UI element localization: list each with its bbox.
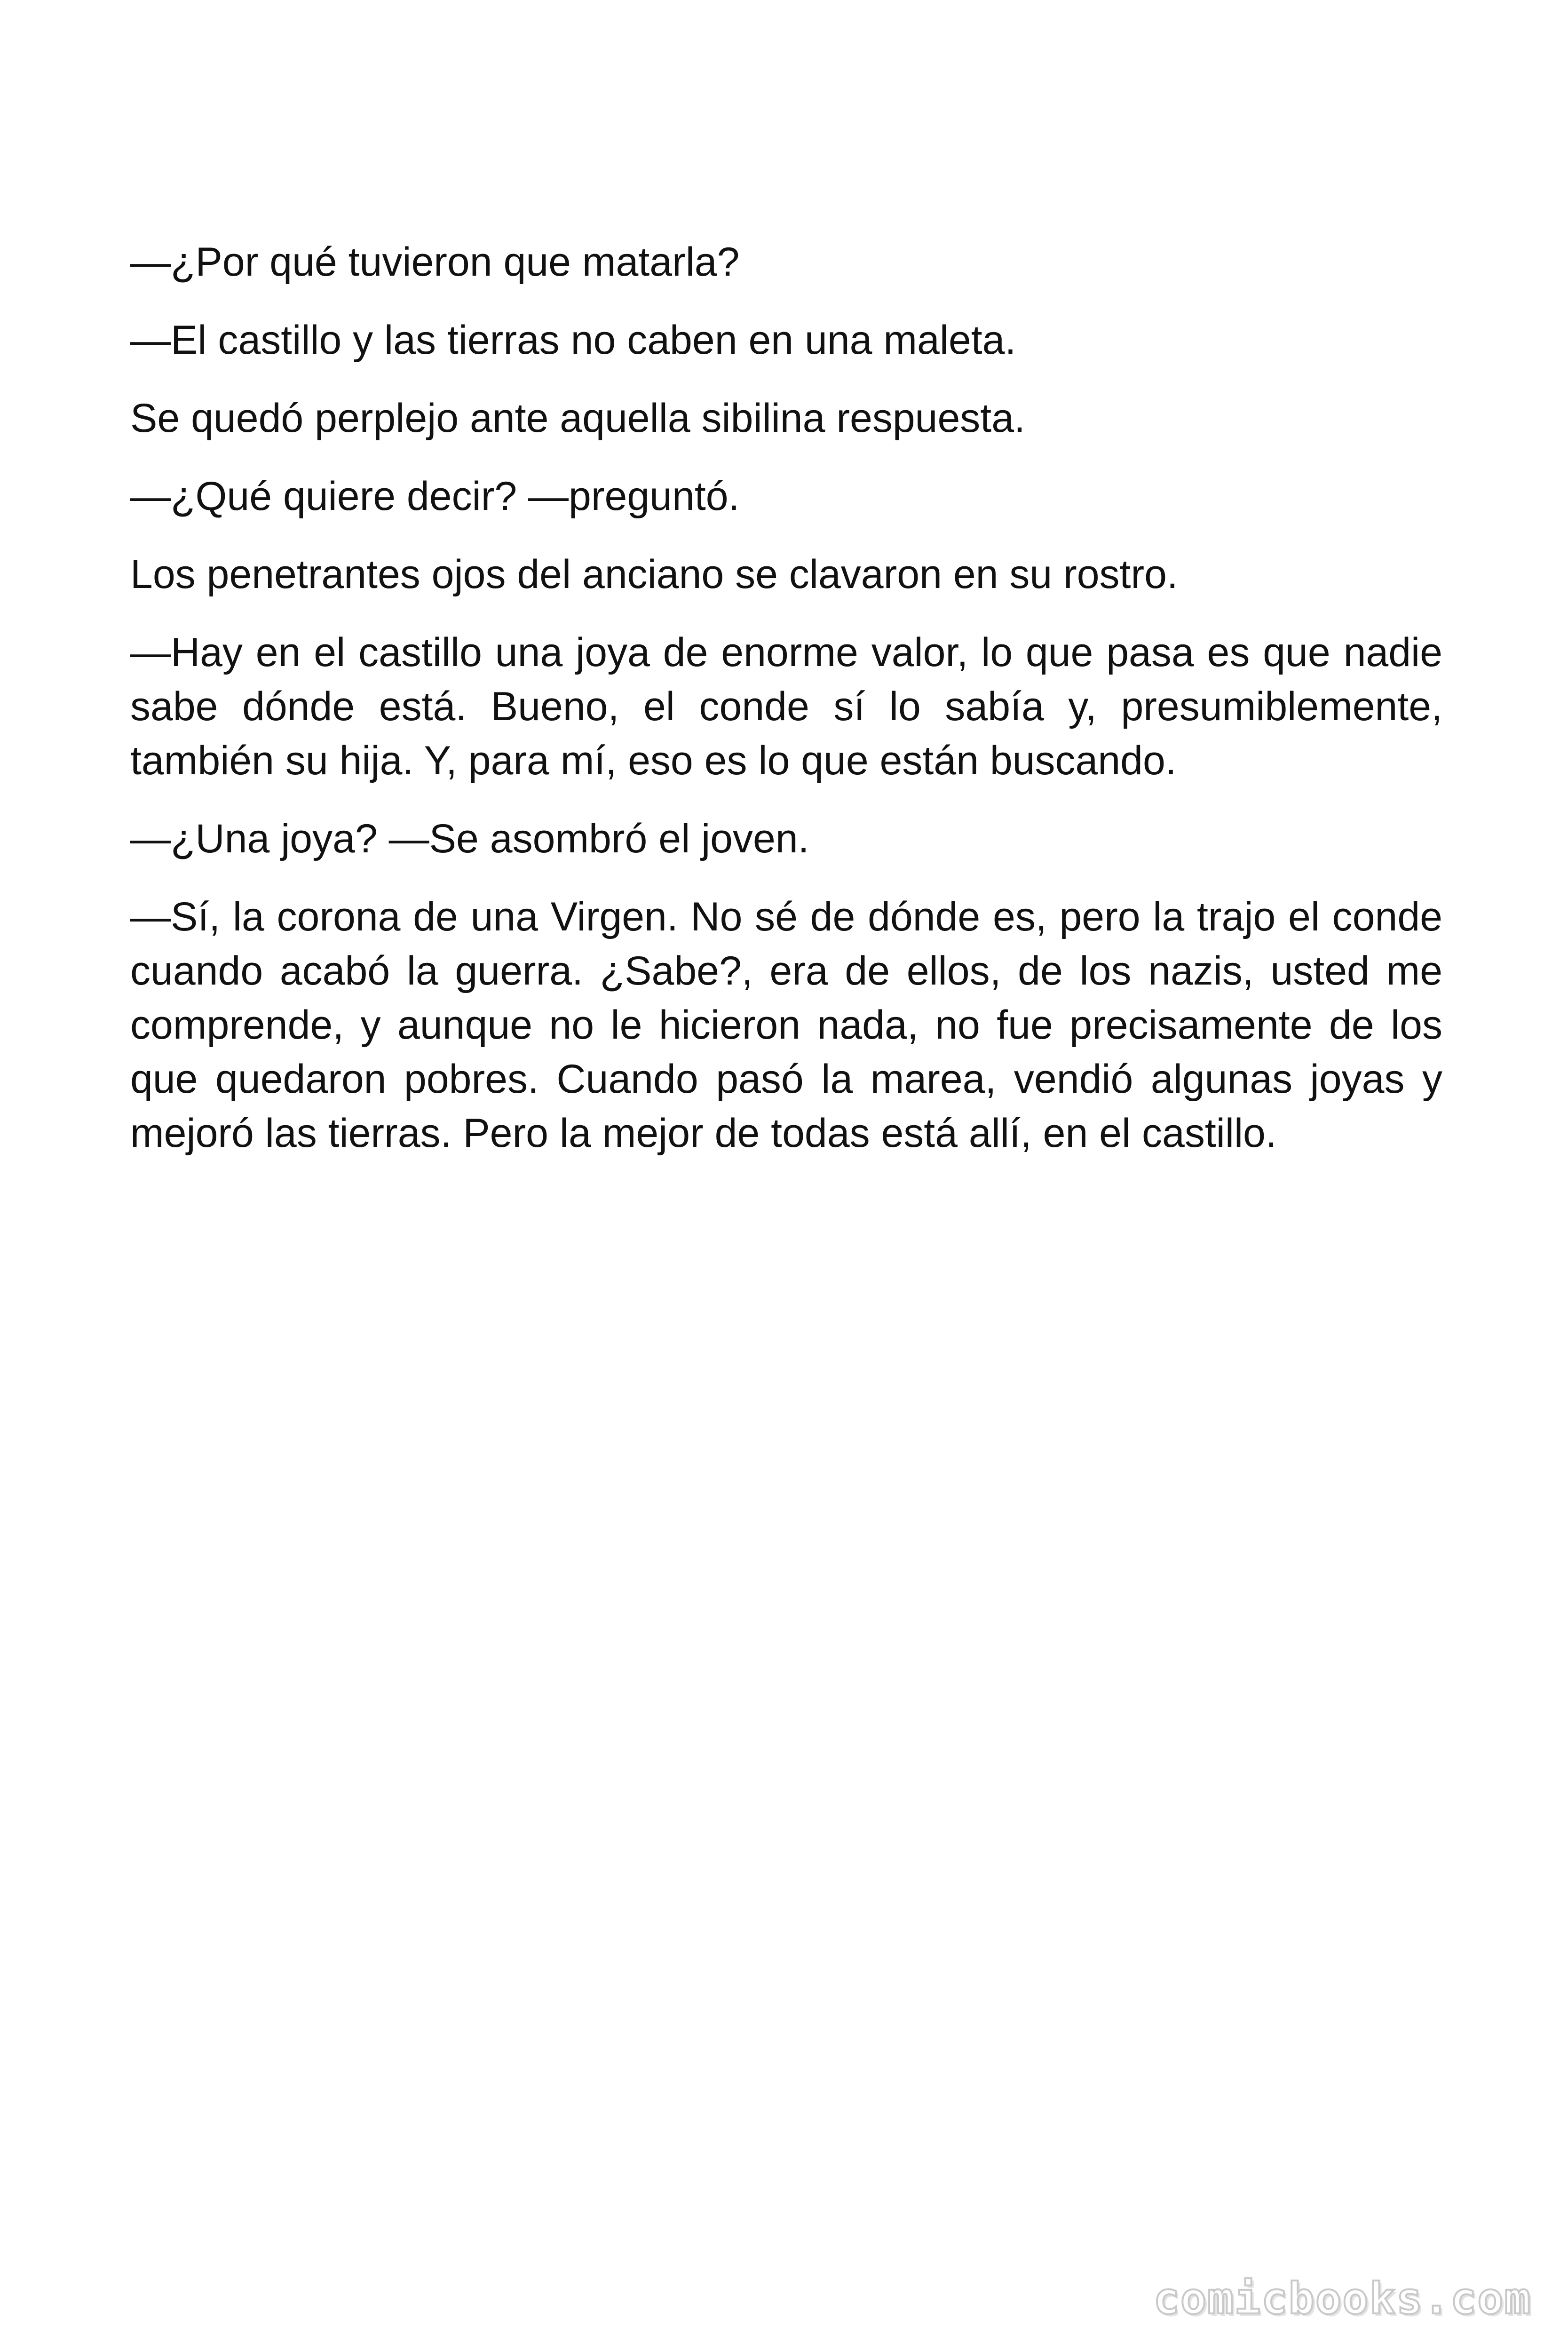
- paragraph: Se quedó perplejo ante aquella sibilina respuesta.: [130, 396, 1025, 441]
- paragraph: —Sí, la corona de una Virgen. No sé de dónde es, pero la trajo el conde cuando acabó la guerra. ¿Sabe?, era de ellos, de los nazis, usted me comprende, y aunque no le hicieron nada, no fue precisamente de los que quedaron pobres. Cuando pasó la marea, vendió algunas joyas y mejoró las tierras. Pero la mejor de todas está allí, en el castillo.: [130, 894, 1442, 1156]
- paragraph: —¿Por qué tuvieron que matarla?: [130, 239, 740, 285]
- paragraph: Los penetrantes ojos del anciano se clavaron en su rostro.: [130, 552, 1178, 597]
- paragraph: —Hay en el castillo una joya de enorme valor, lo que pasa es que nadie sabe dónde está. Bueno, el conde sí lo sabía y, presumiblemente, también su hija. Y, para mí, eso es lo que están buscando.: [130, 630, 1442, 783]
- paragraph: —El castillo y las tierras no caben en una maleta.: [130, 318, 1016, 363]
- watermark: comicbooks.com: [1153, 2273, 1531, 2324]
- paragraph: —¿Una joya? —Se asombró el joven.: [130, 816, 809, 861]
- paragraph: —¿Qué quiere decir? —preguntó.: [130, 474, 740, 519]
- body-text: [130, 235, 1442, 1184]
